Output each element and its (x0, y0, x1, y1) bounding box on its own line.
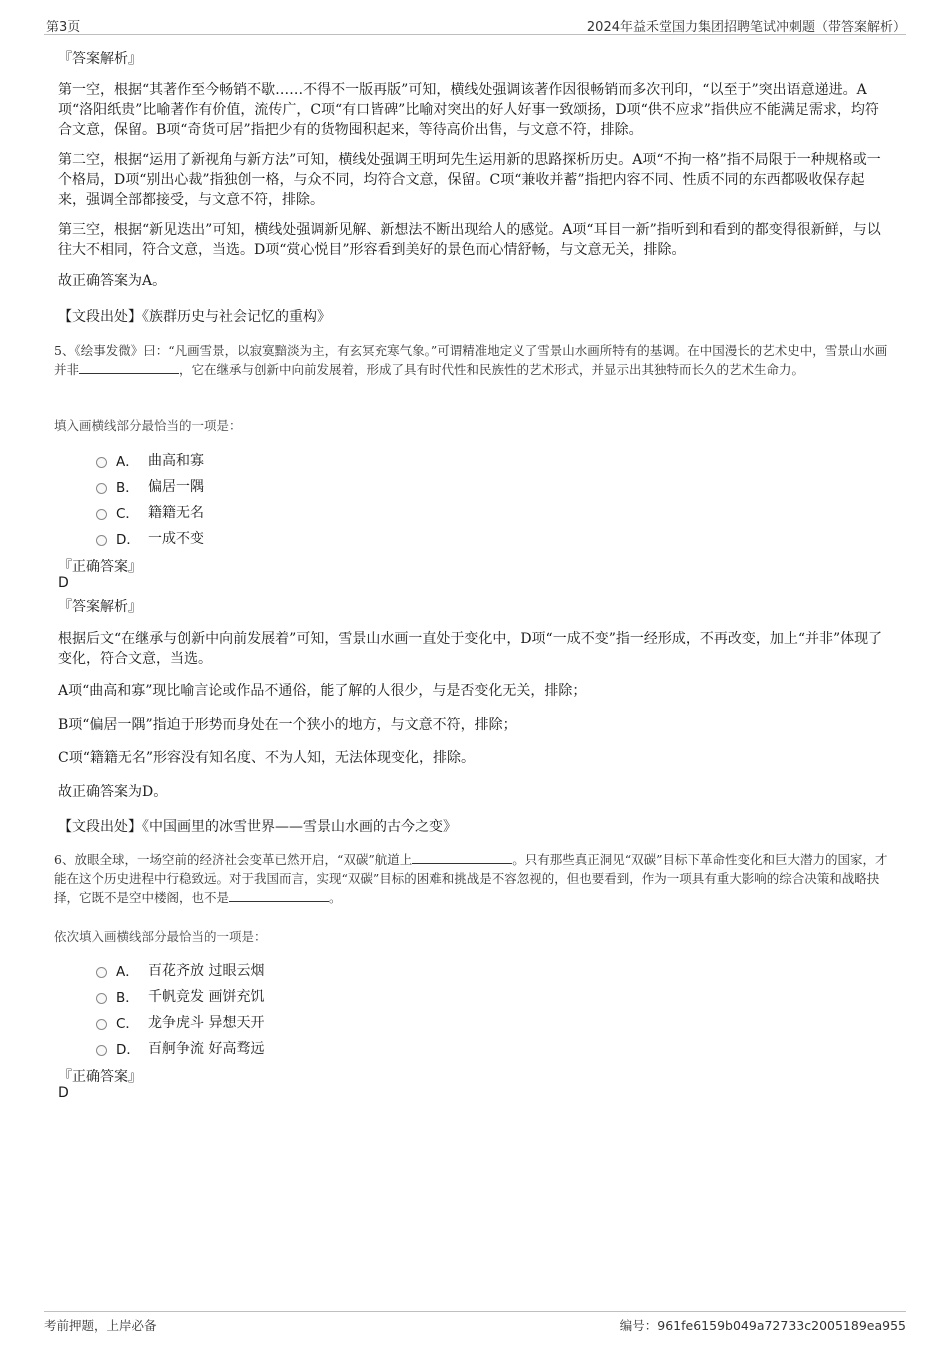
q4-analysis-para-2: 第二空，根据“运用了新视角与新方法”可知，横线处强调王明珂先生运用新的思路探析历史。A项“不拘一格”指不局限于一种规格或一个格局，D项“别出心裁”指独创一格，与众不同，均符合文意，保留。C项“兼收并蓄”指把内容不同、性质不同的东西都吸收保存起来，强调全部都接受，与文意不符，排除。 (58, 152, 881, 208)
document-serial: 编号：961fe6159b049a72733c2005189ea955 (619, 1318, 906, 1333)
radio-icon[interactable] (96, 457, 107, 468)
q5-option-a[interactable]: A． 曲高和寡 (96, 450, 204, 470)
q5-blank (79, 361, 179, 374)
radio-icon[interactable] (96, 993, 107, 1004)
q6-prompt: 依次填入画横线部分最恰当的一项是： (54, 929, 267, 944)
q5-analysis-para-1: 根据后文“在继承与创新中向前发展着”可知，雪景山水画一直处于变化中，D项“一成不变”指一经形成，不再改变，加上“并非”体现了变化，符合文意，当选。 (58, 631, 883, 667)
q6-blank-1 (412, 851, 512, 864)
q5-analysis-para-4: C项“籍籍无名”形容没有知名度、不为人知，无法体现变化，排除。 (58, 750, 476, 766)
radio-icon[interactable] (96, 509, 107, 520)
q6-answer-label: 『正确答案』 (58, 1069, 142, 1085)
page-number: 第3页 (46, 20, 81, 35)
q5-source-label: 【文段出处】 (58, 819, 142, 835)
q5-analysis-label: 『答案解析』 (58, 599, 142, 615)
q5-stem-before: 5、《绘事发微》曰：“凡画雪景，以寂寞黯淡为主，有玄冥充寒气象。”可谓精准地定义了雪景山水画所特有的基调。在中国漫长的艺术史中，雪景山水画并非 (54, 343, 888, 377)
q4-source-label: 【文段出处】 (58, 309, 142, 325)
q6-stem (54, 850, 896, 907)
radio-icon[interactable] (96, 1045, 107, 1056)
q4-conclusion: 故正确答案为A。 (58, 273, 167, 289)
q6-option-b[interactable]: B． 千帆竞发 画饼充饥 (96, 986, 264, 1006)
radio-icon[interactable] (96, 535, 107, 546)
q6-answer: D (58, 1085, 69, 1101)
q4-source (58, 306, 331, 326)
q5-source-title: 《中国画里的冰雪世界——雪景山水画的古今之变》 (142, 819, 457, 835)
q4-analysis-para-3: 第三空，根据“新见迭出”可知，横线处强调新见解、新想法不断出现给人的感觉。A项“耳目一新”指听到和看到的都变得很新鲜，与以往大不相同，符合文意，当选。D项“赏心悦目”形容看到美好的景色而心情舒畅，与文意无关，排除。 (58, 222, 881, 258)
q5-source (58, 816, 457, 836)
q6-stem-part-2: 。只有那些真正洞见“双碳”目标下革命性变化和巨大潜力的国家，才能在这个历史进程中行稳致远。对于我国而言，实现“双碳”目标的困难和挑战是不容忽视的，但也要看到，作为一项具有重大影响的综合决策和战略抉择，它既不是空中楼阁，也不是 (54, 852, 888, 905)
q5-answer: D (58, 575, 69, 591)
q5-analysis-para-2: A项“曲高和寡”现比喻言论或作品不通俗，能了解的人很少，与是否变化无关，排除； (58, 683, 587, 699)
document-title: 2024年益禾堂国力集团招聘笔试冲刺题（带答案解析） (586, 20, 906, 35)
footer-slogan: 考前押题，上岸必备 (44, 1318, 157, 1333)
q5-option-d[interactable]: D． 一成不变 (96, 528, 204, 548)
page-footer (44, 1311, 906, 1334)
q6-option-a[interactable]: A． 百花齐放 过眼云烟 (96, 960, 264, 980)
radio-icon[interactable] (96, 483, 107, 494)
q5-analysis-para-3: B项“偏居一隅”指迫于形势而身处在一个狭小的地方，与文意不符，排除； (58, 717, 517, 733)
q6-option-c[interactable]: C． 龙争虎斗 异想天开 (96, 1012, 264, 1032)
radio-icon[interactable] (96, 967, 107, 978)
q6-stem-part-3: 。 (329, 890, 342, 905)
q5-answer-label: 『正确答案』 (58, 559, 142, 575)
q4-source-title: 《族群历史与社会记忆的重构》 (142, 309, 331, 325)
q4-analysis-label: 『答案解析』 (58, 51, 142, 67)
q5-option-c[interactable]: C． 籍籍无名 (96, 502, 204, 522)
q5-stem (54, 341, 896, 379)
page-header (44, 14, 906, 35)
q5-option-b[interactable]: B． 偏居一隅 (96, 476, 204, 496)
q4-analysis-para-1: 第一空，根据“其著作至今畅销不歇……不得不一版再版”可知，横线处强调该著作因很畅销而多次刊印，“以至于”突出语意递进。A项“洛阳纸贵”比喻著作有价值，流传广，C项“有口皆碑”比喻对突出的好人好事一致颂扬，D项“供不应求”指供应不能满足需求，均符合文意，保留。B项“奇货可居”指把少有的货物囤积起来，等待高价出售，与文意不符，排除。 (58, 82, 879, 138)
q5-prompt: 填入画横线部分最恰当的一项是： (54, 418, 242, 433)
q6-blank-2 (229, 889, 329, 902)
q6-stem-part-1: 6、放眼全球，一场空前的经济社会变革已然开启，“双碳”航道上 (54, 852, 413, 867)
q6-option-d[interactable]: D． 百舸争流 好高骛远 (96, 1038, 264, 1058)
q5-stem-after: ，它在继承与创新中向前发展着，形成了具有时代性和民族性的艺术形式，并显示出其独特而长久的艺术生命力。 (179, 362, 805, 377)
q5-conclusion: 故正确答案为D。 (58, 784, 168, 800)
radio-icon[interactable] (96, 1019, 107, 1030)
